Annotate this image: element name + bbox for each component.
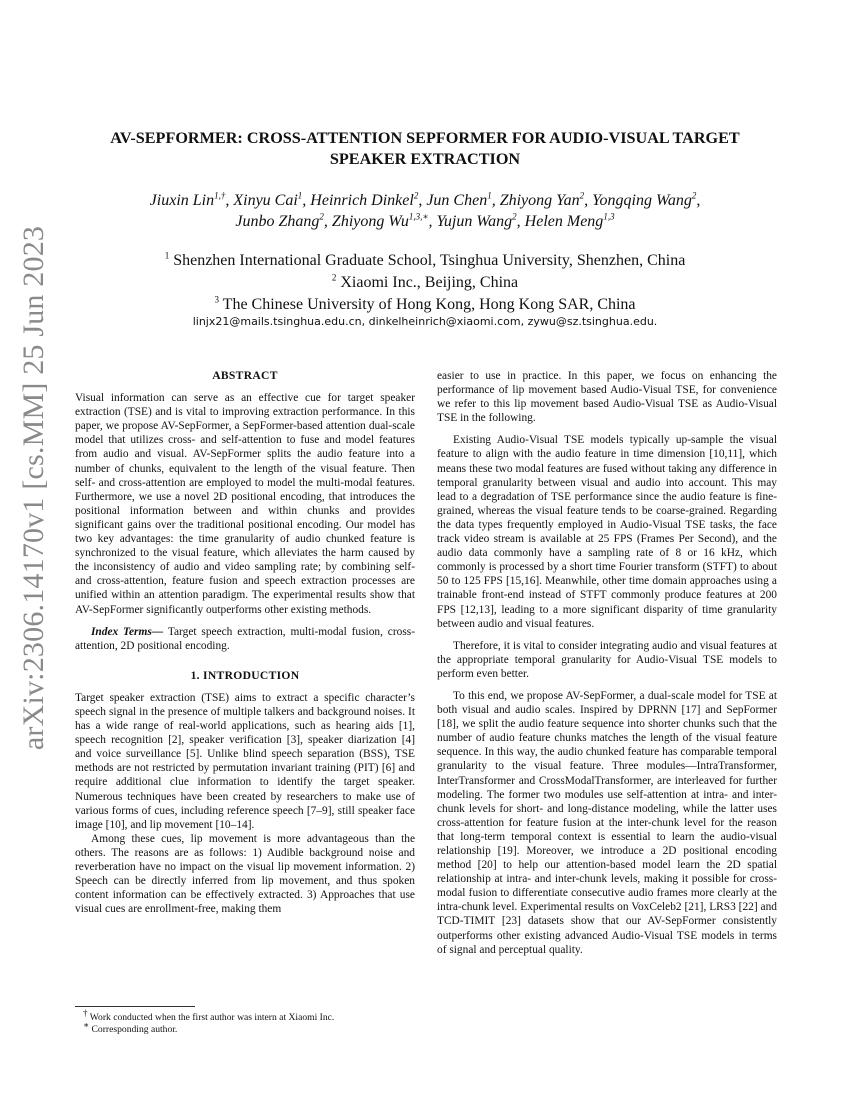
footnote bbox=[75, 1019, 415, 1036]
intro-paragraph-5: To this end, we propose AV-SepFormer, a dual-scale model for TSE at both visual and audio scales. Inspired by DPRNN [17] and SepFormer [18], we split the audio feature sequence into shorter chunks such that the number of audio feature chunks matches the length of the visual feature sequence. In this way, the audio chunked feature has comparable temporal granularity to the visual feature. Three modules—IntraTransformer, InterTransformer and CrossModalTransformer, are interleaved for further modeling. The former two modules use self-attention at intra- and inter-chunk levels for short- and long-distance modeling, while the latter uses cross-attention for feature fusion at the inter-chunk level for the reason that long-term temporal context is essential to learn the audio-visual relationship [19]. Moreover, we introduce a 2D positional encoding method [20] to help our attention-based model learn the 2D spatial relationship at intra- and inter-chunk levels, making it possible for cross-modal fusion to differentiate consecutive audio frames more clearly at the intra-chunk level. Experimental results on VoxCeleb2 [21], LRS3 [22] and TCD-TIMIT [23] datasets show that our AV-SepFormer consistently outperforms other existing advanced Audio-Visual TSE models in terms of signal and perceptual quality. bbox=[437, 689, 777, 956]
title-line-1: AV-SEPFORMER: CROSS-ATTENTION SEPFORMER FOR AUDIO-VISUAL TARGET bbox=[110, 129, 740, 147]
arxiv-id: arXiv:2306.14170v1 [cs.MM] 25 Jun 2023 bbox=[17, 225, 50, 751]
author-mark: 2 bbox=[413, 190, 419, 201]
footnote-rule bbox=[75, 1006, 195, 1007]
intro-paragraph-3: Existing Audio-Visual TSE models typically up-sample the visual feature to align with the audio feature in time dimension [10,11], which means these two modal features are fused without taking any difference in temporal granularity between visual and audio into account. This may lead to a degradation of TSE performance since the audio feature is fine-grained, whereas the visual feature tends to be coarse-grained. Regarding the data types frequently employed in Audio-Visual TSE tasks, the face track video stream is available at 25 FPS (Frames Per Second), and the audio data commonly have a sampling rate of 8 or 16 kHz, which commonly is processed by a short time Fourier transform (STFT) to about 50 to 125 FPS [15,16]. Meanwhile, other time domain approaches using a trainable front-end instead of STFT commonly produce features at 200 FPS [12,13], leading to a more significant disparity of time granularity between audio and visual features. bbox=[437, 434, 777, 630]
author-mark: 1 bbox=[297, 190, 303, 201]
footnote-text: Work conducted when the first author was intern at Xiaomi Inc. bbox=[89, 1012, 335, 1023]
author-name: Zhiyong Yan bbox=[499, 192, 580, 209]
author-list bbox=[75, 190, 775, 232]
footnote-mark: † bbox=[83, 1007, 88, 1018]
author-name: Xinyu Cai bbox=[233, 192, 298, 209]
affiliation-mark: 1 bbox=[164, 250, 170, 261]
intro-paragraph-continued: easier to use in practice. In this paper, we focus on enhancing the performance of lip movement based Audio-Visual TSE, for convenience we refer to this lip movement based Audio-Visual TSE as Audio-Visual TSE in the following. bbox=[437, 370, 777, 425]
author-name: Heinrich Dinkel bbox=[310, 192, 414, 209]
introduction-heading: 1. INTRODUCTION bbox=[190, 668, 300, 682]
author-name: Yujun Wang bbox=[436, 213, 513, 230]
index-terms bbox=[75, 625, 415, 653]
authors-line-1: Jiuxin Lin$^{1,\dagger}$, Xinyu Cai$^1$, Heinrich Dinkel$^2$, Jun Chen$^1$, Zhiyong Yan$^2$, Yongqing Wang$^2$, bbox=[149, 190, 701, 209]
author-mark: 1,3,∗ bbox=[408, 211, 429, 222]
affiliation bbox=[75, 272, 775, 294]
affiliation-mark: 3 bbox=[214, 294, 219, 305]
index-terms-text: Target speech extraction, multi-modal fusion, cross-attention, 2D positional encoding. bbox=[75, 625, 415, 652]
affiliation-mark: 2 bbox=[331, 272, 337, 283]
right-column bbox=[437, 369, 777, 957]
authors-line-2: Junbo Zhang$^2$, Zhiyong $Wu^{1,3,∗}$, Yujun Wang$^2$, Helen Meng$^{1,3}$ bbox=[235, 211, 615, 230]
abstract-heading: ABSTRACT bbox=[212, 369, 278, 382]
abstract-text: Visual information can serve as an effective cue for target speaker extraction (TSE) and is vital to improving extraction performance. In this paper, we propose AV-SepFormer, a SepFormer-based attention dual-scale model that utilizes cross- and self-attention to fuse and model features from audio and visual. AV-SepFormer splits the audio feature into a number of chunks, equivalent to the length of the visual feature. Then self- and cross-attention are employed to model the multi-modal features. Furthermore, we use a novel 2D positional encoding, that introduces the positional information between and within chunks and provides significant gains over the traditional positional encoding. Our model has two key advantages: the time granularity of audio chunked feature is synchronized to the visual feature, which alleviates the harm caused by the inconsistency of audio and video sampling rate; by combining self- and cross-attention, feature fusion and speech extraction processes are unified within an attention paradigm. The experimental results show that AV-SepFormer significantly outperforms other existing methods. bbox=[75, 392, 415, 616]
author-name: Yongqing Wang bbox=[592, 192, 692, 209]
author-emails: linjx21@mails.tsinghua.edu.cn, dinkelheinrich@xiaomi.com, zywu@sz.tsinghua.edu. bbox=[192, 315, 658, 328]
intro-paragraph-1: Target speaker extraction (TSE) aims to extract a specific character’s speech signal in the presence of multiple talkers and background noises. It has a wide range of real-world applications, such as hearing aids [1], speech recognition [2], speaker verification [3], speaker diarization [4] and voice surveillance [5]. Unlike blind speech separation (BSS), TSE methods are not restricted by permutation invariant training (PIT) [6] and require additional clue information to identify the target speaker. Numerous techniques have been created by researchers to make use of various forms of cues, including reference speech [7–9], still speaker face image [10], and lip movement [10–14]. bbox=[75, 691, 415, 831]
intro-paragraph-4: Therefore, it is vital to consider integrating audio and visual features at the appropriate temporal granularity for Audio-Visual TSE models to perform even better. bbox=[437, 639, 777, 680]
index-terms-label: Index Terms— bbox=[91, 625, 164, 638]
affiliation-text: Shenzhen International Graduate School, Tsinghua University, Shenzhen, China bbox=[173, 252, 686, 269]
author-mark: 1,3 bbox=[603, 211, 615, 222]
affiliation-text: The Chinese University of Hong Kong, Hong Kong SAR, China bbox=[222, 296, 636, 313]
title-line-2: SPEAKER EXTRACTION bbox=[329, 150, 521, 168]
footnote-mark: ∗ bbox=[83, 1019, 90, 1030]
left-column bbox=[75, 369, 415, 916]
author-name: Junbo Zhang bbox=[235, 213, 320, 230]
author-mark: 2 bbox=[319, 211, 324, 222]
author-mark: 2 bbox=[691, 190, 697, 201]
intro-paragraph-2: Among these cues, lip movement is more advantageous than the others. The reasons are as follows: 1) Audible background noise and reverberation have no impact on the visual lip movement information. 2) Speech can be directly inferred from lip movement, and thus spoken content information can be effectively extracted. 3) Approaches that use visual cues are enrollment-free, making them bbox=[75, 832, 415, 916]
author-name: Jun Chen bbox=[426, 192, 488, 209]
affiliation-text: Xiaomi Inc., Beijing, China bbox=[340, 274, 519, 291]
footnote-text: Corresponding author. bbox=[91, 1024, 178, 1035]
author-name: Jiuxin Lin bbox=[149, 192, 215, 209]
author-mark: 2 bbox=[512, 211, 517, 222]
author-mark: 1,† bbox=[214, 190, 226, 201]
author-name: Helen Meng bbox=[524, 213, 604, 230]
arxiv-sidebar-stamp bbox=[8, 225, 60, 751]
affiliation bbox=[75, 250, 775, 272]
footnotes bbox=[75, 1006, 415, 1036]
affiliation bbox=[75, 294, 775, 316]
author-name: Zhiyong Wu bbox=[331, 213, 409, 230]
affiliations bbox=[75, 250, 775, 316]
author-mark: 1 bbox=[487, 190, 492, 201]
footnote bbox=[75, 1007, 415, 1024]
paper-title bbox=[75, 128, 775, 170]
author-mark: 2 bbox=[579, 190, 585, 201]
